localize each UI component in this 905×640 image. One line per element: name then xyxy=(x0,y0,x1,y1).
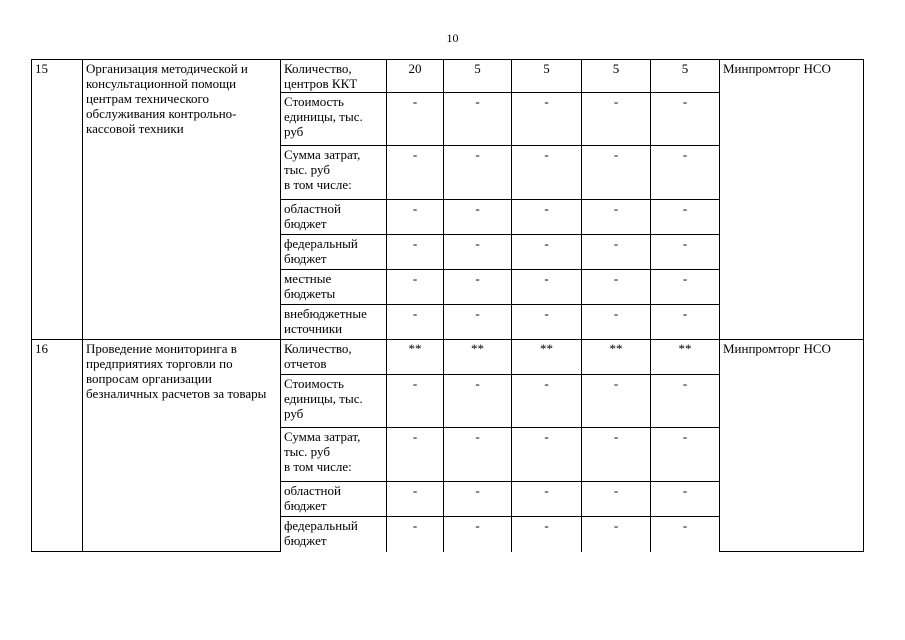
indicator-value: - xyxy=(582,482,651,517)
indicator-value: - xyxy=(387,517,444,552)
activity-name: Организация методической и консультационной помощи центрам технического обслуживания контрольно-кассовой техники xyxy=(83,60,281,340)
indicator-value: ** xyxy=(444,340,512,375)
indicator-label: Стоимость единицы, тыс. руб xyxy=(281,375,387,428)
indicator-value: - xyxy=(444,146,512,200)
indicator-value: - xyxy=(582,235,651,270)
indicator-value: - xyxy=(651,482,720,517)
indicator-value: - xyxy=(582,375,651,428)
indicator-value: 20 xyxy=(387,60,444,93)
indicator-value: - xyxy=(387,93,444,146)
indicator-label: Сумма затрат, тыс. руб в том числе: xyxy=(281,146,387,200)
indicator-value: 5 xyxy=(651,60,720,93)
executor: Минпромторг НСО xyxy=(720,340,864,552)
indicator-value: - xyxy=(387,428,444,482)
indicator-value: - xyxy=(444,305,512,340)
indicator-value: - xyxy=(651,375,720,428)
indicator-value: 5 xyxy=(512,60,582,93)
indicator-value: - xyxy=(387,235,444,270)
indicator-label: федеральный бюджет xyxy=(281,517,387,552)
table-row xyxy=(32,60,864,93)
indicator-value: - xyxy=(512,375,582,428)
indicator-value: - xyxy=(651,93,720,146)
indicator-value: - xyxy=(582,146,651,200)
indicator-value: - xyxy=(651,200,720,235)
indicator-value: - xyxy=(387,200,444,235)
indicator-value: - xyxy=(512,517,582,552)
indicator-value: 5 xyxy=(444,60,512,93)
indicator-label: федеральный бюджет xyxy=(281,235,387,270)
row-number: 15 xyxy=(32,60,83,340)
indicator-value: - xyxy=(387,270,444,305)
indicator-value: ** xyxy=(387,340,444,375)
indicator-label: Количество, отчетов xyxy=(281,340,387,375)
indicator-value: - xyxy=(444,428,512,482)
table-row xyxy=(32,340,864,375)
indicator-value: - xyxy=(444,235,512,270)
indicator-label: Стоимость единицы, тыс. руб xyxy=(281,93,387,146)
indicator-value: - xyxy=(582,200,651,235)
indicator-value: ** xyxy=(651,340,720,375)
indicator-value: ** xyxy=(582,340,651,375)
indicator-value: - xyxy=(444,375,512,428)
indicator-label: Количество, центров ККТ xyxy=(281,60,387,93)
indicator-value: - xyxy=(512,93,582,146)
indicator-label: областной бюджет xyxy=(281,200,387,235)
indicator-value: - xyxy=(512,428,582,482)
indicator-value: - xyxy=(444,200,512,235)
indicator-value: - xyxy=(651,305,720,340)
page-number: 10 xyxy=(446,31,459,45)
indicator-value: - xyxy=(582,517,651,552)
indicator-label: Сумма затрат, тыс. руб в том числе: xyxy=(281,428,387,482)
indicator-value: - xyxy=(651,146,720,200)
indicator-label: областной бюджет xyxy=(281,482,387,517)
indicator-value: - xyxy=(582,270,651,305)
indicator-value: ** xyxy=(512,340,582,375)
indicator-value: - xyxy=(582,428,651,482)
table-body xyxy=(32,60,864,552)
indicator-value: - xyxy=(387,375,444,428)
activity-name: Проведение мониторинга в предприятиях торговли по вопросам организации безналичных расчетов за товары xyxy=(83,340,281,552)
indicator-label: местные бюджеты xyxy=(281,270,387,305)
indicator-value: - xyxy=(387,482,444,517)
indicator-value: - xyxy=(512,305,582,340)
indicator-value: - xyxy=(512,482,582,517)
executor: Минпромторг НСО xyxy=(720,60,864,340)
indicator-label: внебюджетные источники xyxy=(281,305,387,340)
indicator-value: - xyxy=(512,235,582,270)
program-activities-table xyxy=(31,59,864,552)
indicator-value: - xyxy=(512,200,582,235)
indicator-value: 5 xyxy=(582,60,651,93)
indicator-value: - xyxy=(512,270,582,305)
indicator-value: - xyxy=(651,517,720,552)
indicator-value: - xyxy=(582,93,651,146)
indicator-value: - xyxy=(444,482,512,517)
indicator-value: - xyxy=(512,146,582,200)
indicator-value: - xyxy=(444,270,512,305)
indicator-value: - xyxy=(387,146,444,200)
indicator-value: - xyxy=(651,270,720,305)
indicator-value: - xyxy=(444,517,512,552)
indicator-value: - xyxy=(651,428,720,482)
indicator-value: - xyxy=(582,305,651,340)
indicator-value: - xyxy=(651,235,720,270)
row-number: 16 xyxy=(32,340,83,552)
indicator-value: - xyxy=(444,93,512,146)
indicator-value: - xyxy=(387,305,444,340)
